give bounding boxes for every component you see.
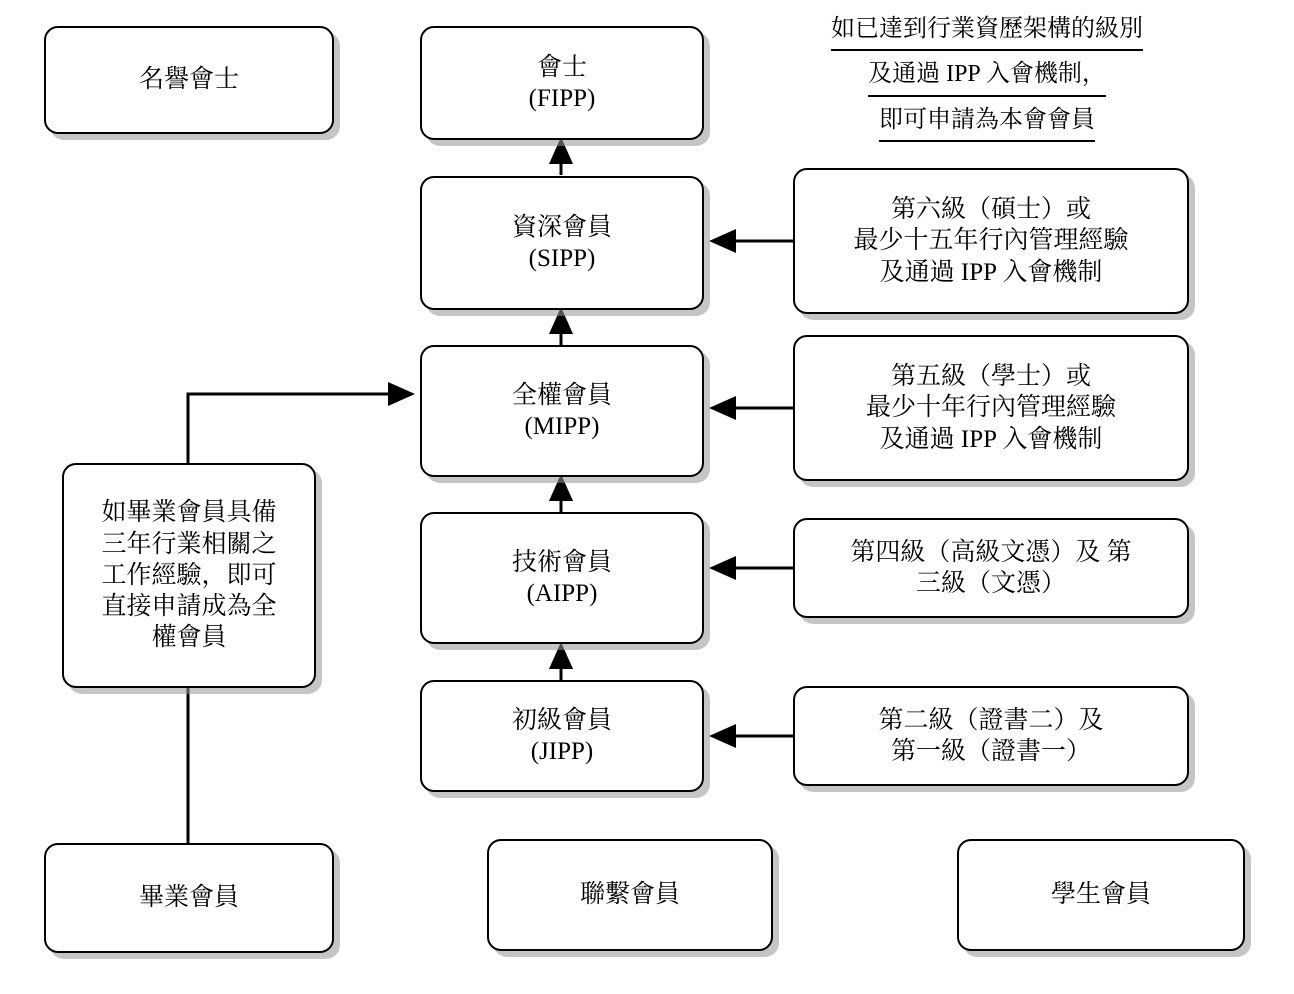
node-graduate-member-label: 畢業會員 [138, 884, 239, 912]
requirement-full-line-2: 最少十年行內管理經驗 [865, 394, 1116, 422]
requirement-full-line-1: 第五級（學士）或 [890, 363, 1091, 391]
requirement-technical-line-2: 三級（文憑） [915, 570, 1066, 597]
requirement-full-member[interactable] [793, 335, 1189, 481]
note-graduate-line-5: 權會員 [151, 624, 227, 652]
requirement-senior-line-1: 第六級（碩士）或 [890, 196, 1091, 224]
note-graduate-line-4: 直接申請成為全 [101, 593, 277, 621]
note-graduate-line-2: 三年行業相關之 [101, 530, 277, 558]
requirement-senior-member[interactable] [793, 168, 1189, 314]
requirement-junior-member[interactable] [793, 686, 1189, 786]
node-honorary-fellow-label: 名譽會士 [138, 66, 239, 94]
node-senior-member-code: (SIPP) [528, 245, 596, 272]
node-graduate-member[interactable] [44, 843, 334, 953]
node-junior-member-label: 初級會員 [511, 706, 612, 734]
node-affiliate-member-label: 聯繫會員 [579, 881, 680, 909]
node-junior-member[interactable] [420, 680, 704, 792]
node-fellow[interactable] [420, 26, 704, 140]
node-technical-member-code: (AIPP) [526, 580, 598, 607]
node-senior-member-label: 資深會員 [511, 213, 612, 241]
node-full-member-label: 全權會員 [511, 381, 612, 409]
requirement-senior-line-2: 最少十五年行內管理經驗 [853, 227, 1129, 255]
note-graduate-line-1: 如畢業會員具備 [101, 499, 277, 527]
node-honorary-fellow[interactable] [44, 26, 334, 134]
requirement-junior-line-1: 第二級（證書二）及 [878, 706, 1104, 734]
note-graduate-upgrade[interactable] [62, 463, 316, 688]
node-fellow-code: (FIPP) [528, 85, 596, 112]
note-line-1: 如已達到行業資歷架構的級別 [831, 10, 1143, 51]
requirement-junior-line-2: 第一級（證書一） [890, 738, 1091, 765]
node-senior-member[interactable] [420, 176, 704, 310]
node-fellow-label: 會士 [536, 53, 587, 81]
note-line-3: 即可申請為本會會員 [879, 101, 1095, 142]
note-graduate-line-3: 工作經驗，即可 [101, 561, 277, 589]
node-technical-member-label: 技術會員 [511, 548, 612, 576]
membership-eligibility-note [782, 10, 1192, 146]
requirement-technical-line-1: 第四級（高級文憑）及 第 [850, 538, 1132, 566]
node-technical-member[interactable] [420, 512, 704, 644]
note-line-2: 及通過 IPP 入會機制， [868, 55, 1106, 96]
node-junior-member-code: (JIPP) [530, 738, 594, 765]
node-affiliate-member[interactable] [487, 839, 773, 951]
requirement-full-line-3: 及通過 IPP 入會機制 [879, 425, 1103, 453]
node-full-member-code: (MIPP) [524, 413, 600, 440]
node-student-member[interactable] [957, 839, 1245, 951]
requirement-senior-line-3: 及通過 IPP 入會機制 [879, 258, 1103, 286]
requirement-technical-member[interactable] [793, 518, 1189, 618]
node-full-member[interactable] [420, 345, 704, 477]
node-student-member-label: 學生會員 [1050, 881, 1151, 909]
